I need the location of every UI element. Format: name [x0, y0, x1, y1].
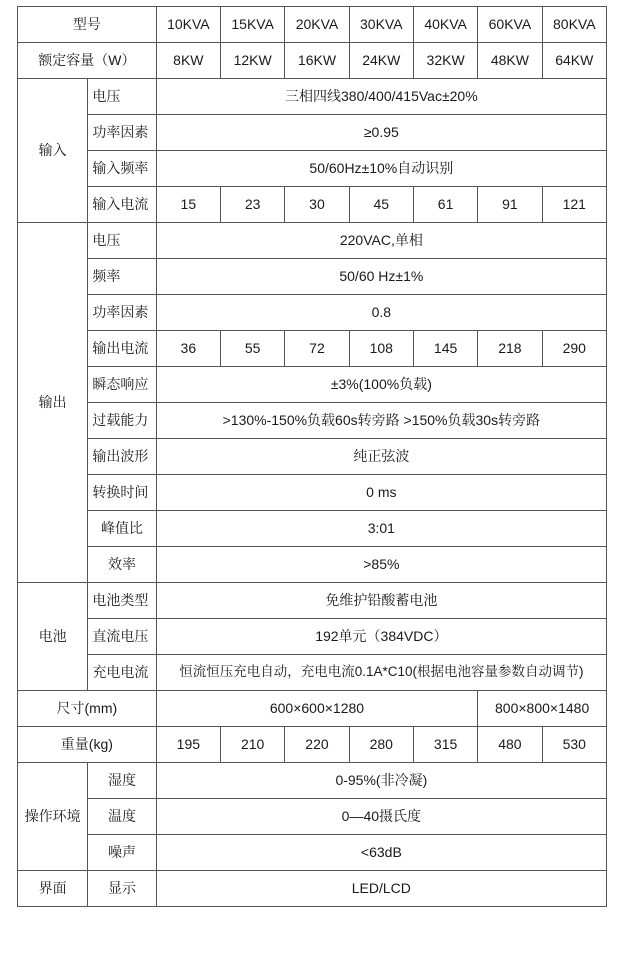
capacity-cell: 48KW — [478, 43, 542, 79]
battery-dc-row — [18, 619, 607, 655]
size-row — [18, 691, 607, 727]
capacity-cell: 12KW — [221, 43, 285, 79]
input-current-cell: 61 — [413, 187, 477, 223]
env-group-label: 操作环境 — [18, 763, 88, 871]
weight-row — [18, 727, 607, 763]
output-freq-value: 50/60 Hz±1% — [156, 259, 606, 295]
size-large-value: 800×800×1480 — [478, 691, 607, 727]
battery-charge-label: 充电电流 — [88, 655, 156, 691]
output-crest-label: 峰值比 — [88, 511, 156, 547]
battery-dc-label: 直流电压 — [88, 619, 156, 655]
input-freq-label: 输入频率 — [88, 151, 156, 187]
capacity-cell: 16KW — [285, 43, 349, 79]
battery-charge-value: 恒流恒压充电自动，充电电流0.1A*C10(根据电池容量参数自动调节) — [156, 655, 606, 691]
input-current-label: 输入电流 — [88, 187, 156, 223]
model-cell: 40KVA — [413, 7, 477, 43]
output-transfer-label: 转换时间 — [88, 475, 156, 511]
env-humidity-value: 0-95%(非冷凝) — [156, 763, 606, 799]
output-current-cell: 145 — [413, 331, 477, 367]
size-label: 尺寸(mm) — [18, 691, 157, 727]
input-voltage-label: 电压 — [88, 79, 156, 115]
battery-type-row — [18, 583, 607, 619]
input-group-label: 输入 — [18, 79, 88, 223]
output-pf-value: 0.8 — [156, 295, 606, 331]
weight-cell: 280 — [349, 727, 413, 763]
battery-charge-row — [18, 655, 607, 691]
output-transient-value: ±3%(100%负载) — [156, 367, 606, 403]
input-pf-label: 功率因素 — [88, 115, 156, 151]
ui-display-row — [18, 871, 607, 907]
capacity-cell: 24KW — [349, 43, 413, 79]
weight-label: 重量(kg) — [18, 727, 157, 763]
output-pf-row — [18, 295, 607, 331]
weight-cell: 210 — [221, 727, 285, 763]
output-current-cell: 108 — [349, 331, 413, 367]
model-cell: 80KVA — [542, 7, 606, 43]
output-current-cell: 72 — [285, 331, 349, 367]
output-voltage-label: 电压 — [88, 223, 156, 259]
model-label: 型号 — [18, 7, 157, 43]
input-current-cell: 121 — [542, 187, 606, 223]
output-transfer-value: 0 ms — [156, 475, 606, 511]
env-humidity-label: 湿度 — [88, 763, 156, 799]
capacity-row — [18, 43, 607, 79]
env-noise-row — [18, 835, 607, 871]
output-current-cell: 290 — [542, 331, 606, 367]
env-humidity-row — [18, 763, 607, 799]
input-current-cell: 45 — [349, 187, 413, 223]
output-efficiency-row — [18, 547, 607, 583]
input-voltage-value: 三相四线380/400/415Vac±20% — [156, 79, 606, 115]
input-freq-value: 50/60Hz±10%自动识别 — [156, 151, 606, 187]
battery-type-value: 免维护铅酸蓄电池 — [156, 583, 606, 619]
model-cell: 15KVA — [221, 7, 285, 43]
capacity-cell: 64KW — [542, 43, 606, 79]
output-freq-label: 频率 — [88, 259, 156, 295]
env-noise-label: 噪声 — [88, 835, 156, 871]
output-transient-row — [18, 367, 607, 403]
output-overload-label: 过载能力 — [88, 403, 156, 439]
output-voltage-row — [18, 223, 607, 259]
model-cell: 10KVA — [156, 7, 220, 43]
output-efficiency-value: >85% — [156, 547, 606, 583]
ui-display-value: LED/LCD — [156, 871, 606, 907]
input-pf-value: ≥0.95 — [156, 115, 606, 151]
output-current-cell: 36 — [156, 331, 220, 367]
battery-type-label: 电池类型 — [88, 583, 156, 619]
output-current-row — [18, 331, 607, 367]
output-waveform-value: 纯正弦波 — [156, 439, 606, 475]
output-group-label: 输出 — [18, 223, 88, 583]
output-voltage-value: 220VAC,单相 — [156, 223, 606, 259]
output-efficiency-label: 效率 — [88, 547, 156, 583]
output-current-cell: 55 — [221, 331, 285, 367]
output-current-label: 输出电流 — [88, 331, 156, 367]
size-small-value: 600×600×1280 — [156, 691, 478, 727]
ui-group-label: 界面 — [18, 871, 88, 907]
input-freq-row — [18, 151, 607, 187]
input-current-cell: 30 — [285, 187, 349, 223]
env-temp-value: 0—40摄氏度 — [156, 799, 606, 835]
output-transfer-row — [18, 475, 607, 511]
battery-group-label: 电池 — [18, 583, 88, 691]
capacity-cell: 32KW — [413, 43, 477, 79]
weight-cell: 220 — [285, 727, 349, 763]
model-cell: 60KVA — [478, 7, 542, 43]
env-noise-value: <63dB — [156, 835, 606, 871]
input-current-cell: 23 — [221, 187, 285, 223]
input-current-cell: 91 — [478, 187, 542, 223]
output-overload-value: >130%-150%负载60s转旁路 >150%负载30s转旁路 — [156, 403, 606, 439]
ui-display-label: 显示 — [88, 871, 156, 907]
output-waveform-row — [18, 439, 607, 475]
model-row — [18, 7, 607, 43]
input-current-row — [18, 187, 607, 223]
input-pf-row — [18, 115, 607, 151]
input-current-cell: 15 — [156, 187, 220, 223]
output-crest-row — [18, 511, 607, 547]
env-temp-label: 温度 — [88, 799, 156, 835]
input-voltage-row — [18, 79, 607, 115]
capacity-label: 额定容量（W） — [18, 43, 157, 79]
spec-table — [17, 6, 607, 907]
battery-dc-value: 192单元（384VDC） — [156, 619, 606, 655]
weight-cell: 315 — [413, 727, 477, 763]
output-waveform-label: 输出波形 — [88, 439, 156, 475]
model-cell: 20KVA — [285, 7, 349, 43]
output-crest-value: 3:01 — [156, 511, 606, 547]
env-temp-row — [18, 799, 607, 835]
output-pf-label: 功率因素 — [88, 295, 156, 331]
output-transient-label: 瞬态响应 — [88, 367, 156, 403]
output-current-cell: 218 — [478, 331, 542, 367]
weight-cell: 195 — [156, 727, 220, 763]
output-overload-row — [18, 403, 607, 439]
model-cell: 30KVA — [349, 7, 413, 43]
output-freq-row — [18, 259, 607, 295]
weight-cell: 480 — [478, 727, 542, 763]
weight-cell: 530 — [542, 727, 606, 763]
capacity-cell: 8KW — [156, 43, 220, 79]
